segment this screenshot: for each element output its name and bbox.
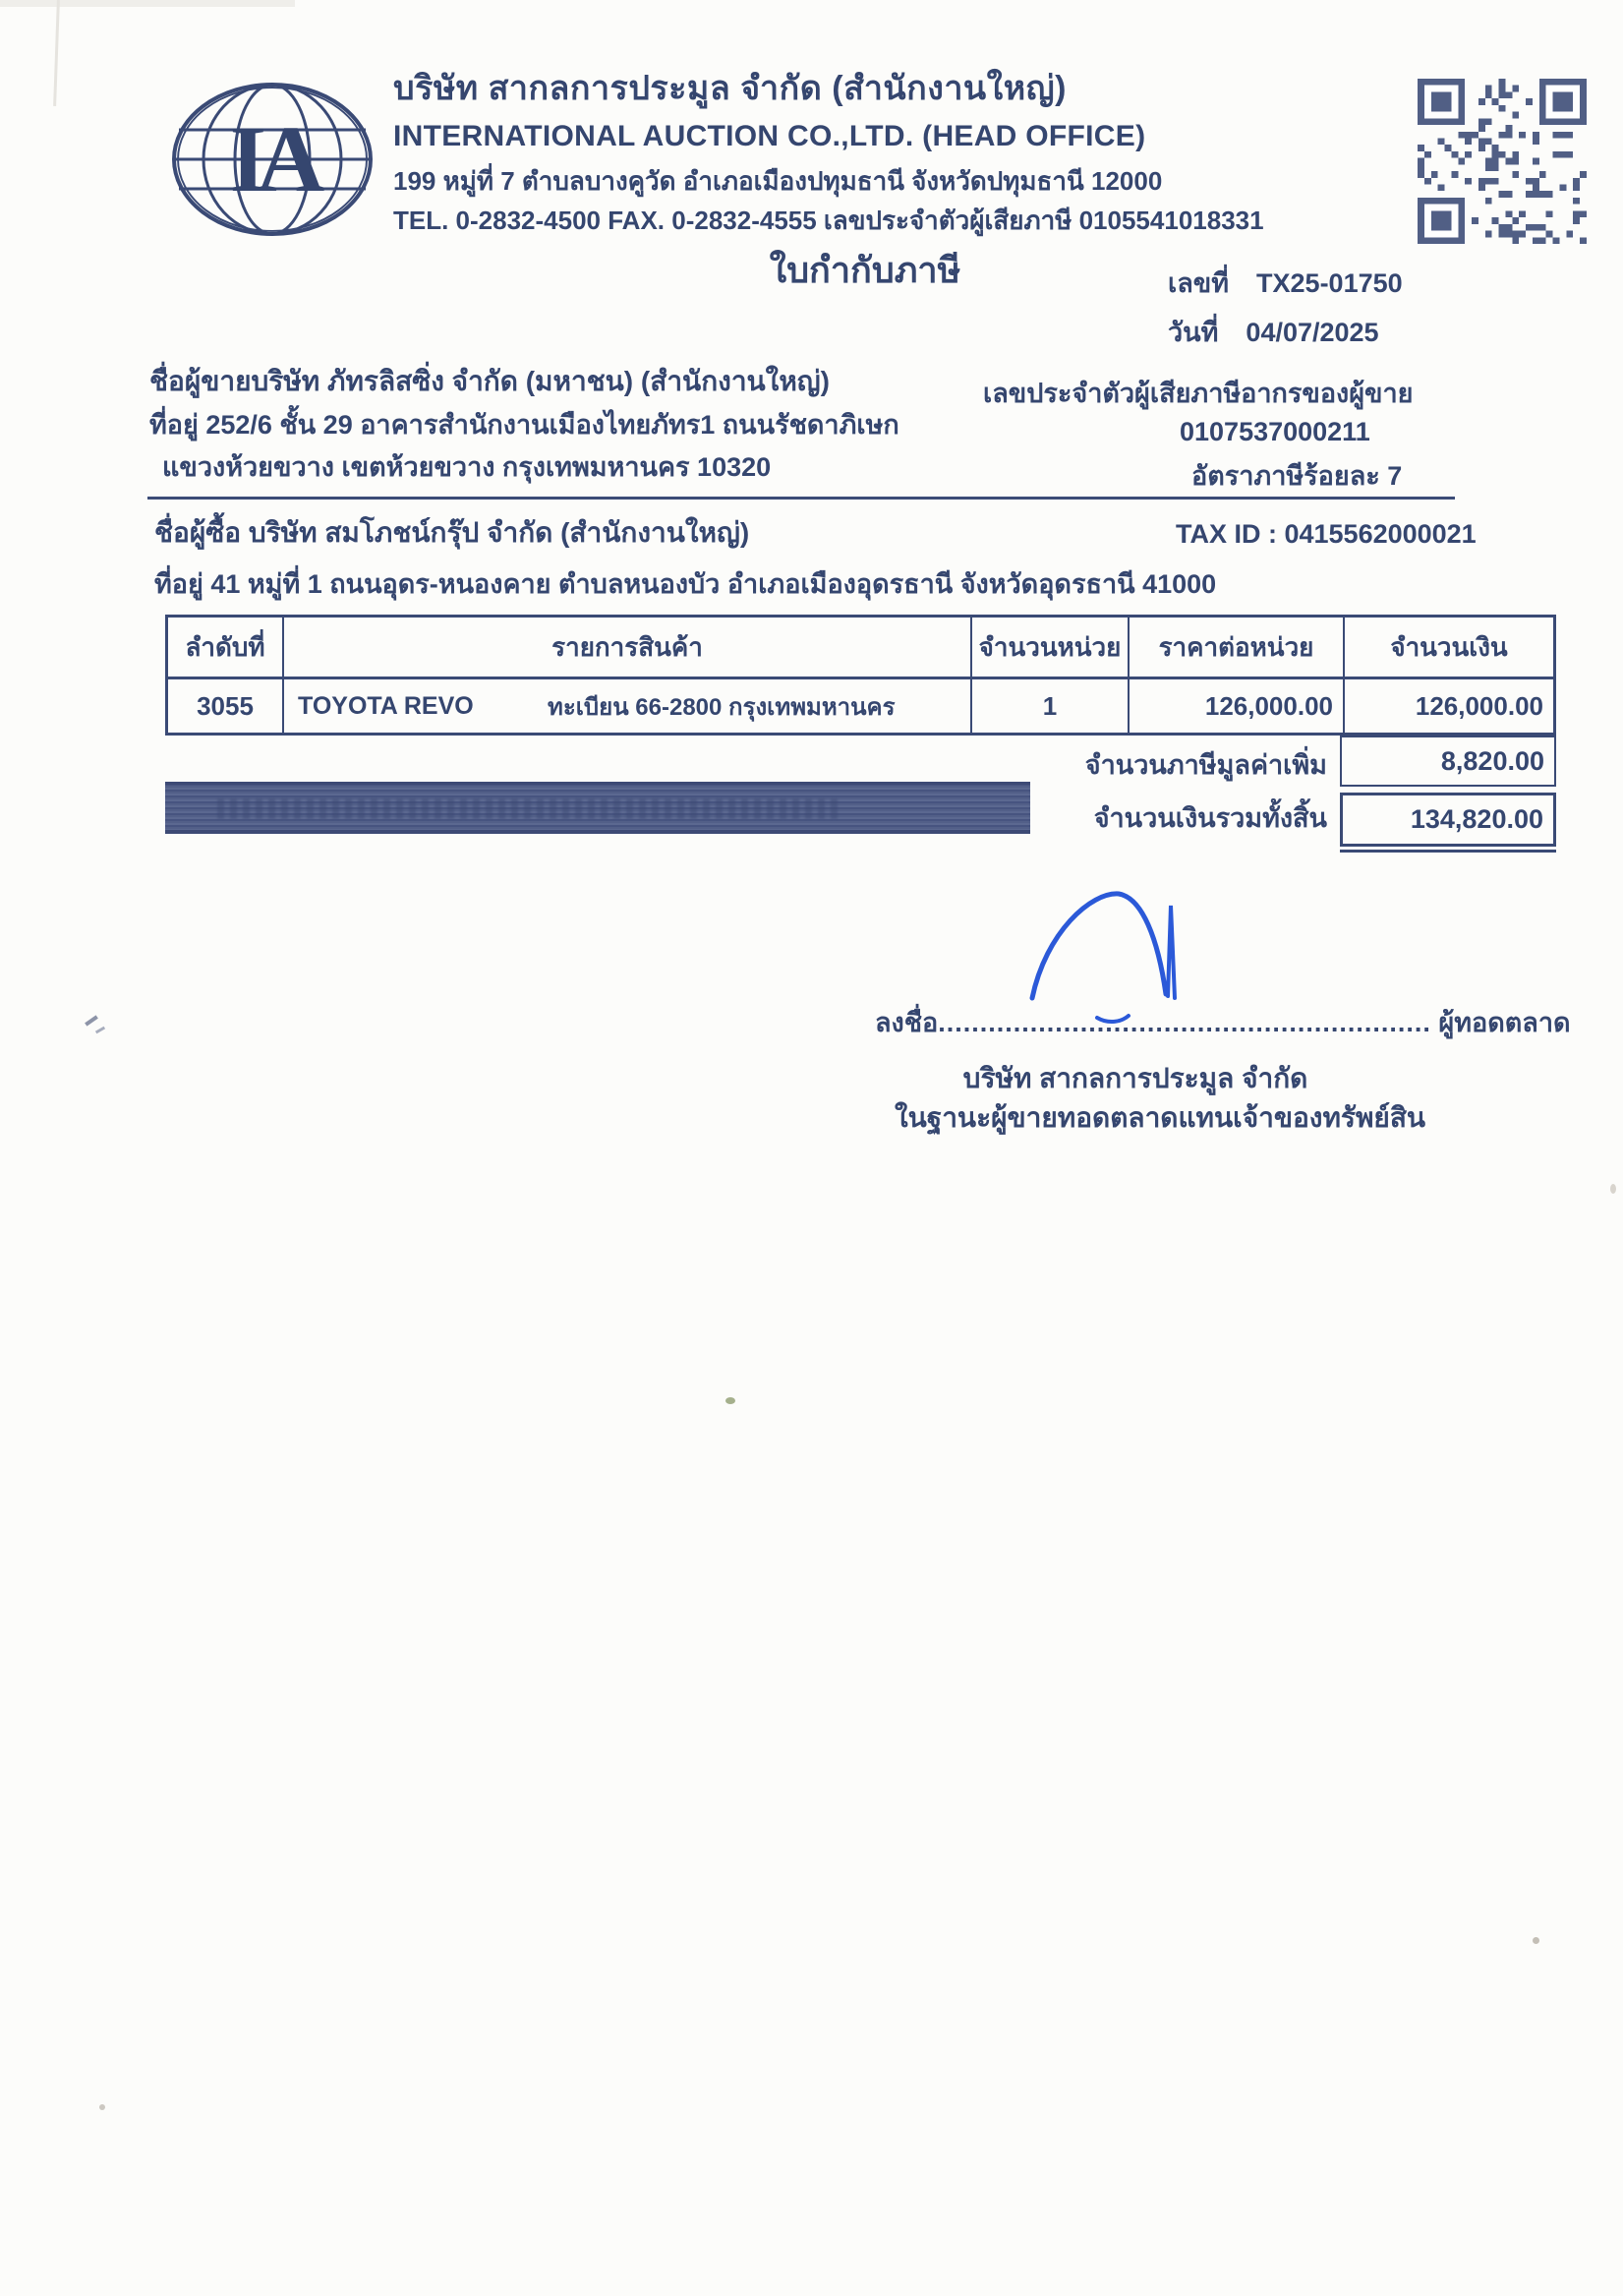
item-row-qty: 1 — [972, 679, 1130, 733]
col-header-unit-price: ราคาต่อหน่วย — [1130, 618, 1345, 679]
col-header-amount: จำนวนเงิน — [1345, 618, 1553, 679]
company-address: 199 หมู่ที่ 7 ตำบลบางคูวัด อำเภอเมืองปทุมธานี จังหวัดปทุมธานี 12000 — [393, 166, 1163, 196]
signature-capacity-line: ในฐานะผู้ขายทอดตลาดแทนเจ้าของทรัพย์สิน — [894, 1102, 1426, 1133]
company-name-th: บริษัท สากลการประมูล จำกัด (สำนักงานใหญ่) — [393, 70, 1067, 107]
section-divider-line — [147, 497, 1455, 500]
sign-line — [875, 1001, 1571, 1043]
auctioneer-role-label: ผู้ทอดตลาด — [1430, 1008, 1571, 1037]
pen-mark-artifact — [95, 1027, 105, 1034]
buyer-taxid-line: TAX ID : 0415562000021 — [1176, 519, 1477, 549]
item-row-index: 3055 — [168, 679, 284, 733]
item-description-plate: ทะเบียน 66-2800 กรุงเทพมหานคร — [548, 693, 896, 721]
amount-in-words-redacted-bar — [165, 782, 1030, 834]
sign-label: ลงชื่อ — [875, 1008, 939, 1037]
seller-vat-rate-line: อัตราภาษีร้อยละ 7 — [1191, 461, 1403, 491]
item-row-amount: 126,000.00 — [1415, 690, 1543, 721]
item-description-main: TOYOTA REVO — [298, 691, 474, 720]
pen-mark-artifact — [85, 1015, 98, 1026]
seller-address-line2: แขวงห้วยขวาง เขตห้วยขวาง กรุงเทพมหานคร 10320 — [162, 452, 772, 482]
vat-total-label: จำนวนภาษีมูลค่าเพิ่ม — [1084, 750, 1327, 780]
col-header-index: ลำดับที่ — [168, 618, 284, 679]
grand-total-label: จำนวนเงินรวมทั้งสิ้น — [1093, 803, 1327, 833]
vat-total-value-box: 8,820.00 — [1340, 736, 1556, 787]
invoice-date-line — [1168, 311, 1379, 353]
company-name-en: INTERNATIONAL AUCTION CO.,LTD. (HEAD OFFICE) — [393, 120, 1146, 152]
invoice-number-label: เลขที่ — [1168, 268, 1230, 298]
col-header-qty: จำนวนหน่วย — [972, 618, 1130, 679]
seller-taxid-label: เลขประจำตัวผู้เสียภาษีอากรของผู้ขาย — [983, 379, 1414, 408]
redacted-text-texture — [217, 798, 840, 819]
invoice-number-value: TX25-01750 — [1256, 268, 1403, 298]
document-title: ใบกำกับภาษี — [769, 250, 961, 290]
logo-letters: IA — [229, 106, 316, 211]
item-row-description — [284, 679, 972, 733]
scan-speck — [1533, 1937, 1539, 1944]
scan-speck — [725, 1397, 735, 1404]
paper-edge-artifact — [0, 0, 295, 7]
col-header-description: รายการสินค้า — [284, 618, 972, 679]
signature-dotted-line: ........................................................... — [938, 1008, 1431, 1037]
invoice-number-line — [1168, 262, 1403, 304]
signature-company-name: บริษัท สากลการประมูล จำกัด — [962, 1063, 1308, 1093]
invoice-date-label: วันที่ — [1168, 318, 1219, 347]
seller-address-line1: ที่อยู่ 252/6 ชั้น 29 อาคารสำนักงานเมืองไทยภัทร1 ถนนรัชดาภิเษก — [149, 410, 899, 440]
scan-speck — [99, 2104, 105, 2110]
scan-speck — [1610, 1184, 1616, 1194]
seller-taxid-value: 0107537000211 — [1180, 417, 1370, 446]
seller-name-line: ชื่อผู้ขายบริษัท ภัทรลิสซิ่ง จำกัด (มหาชน) (สำนักงานใหญ่) — [149, 366, 830, 396]
grand-total-value-box: 134,820.00 — [1340, 793, 1556, 847]
buyer-name-line: ชื่อผู้ซื้อ บริษัท สมโภชน์กรุ๊ป จำกัด (สำนักงานใหญ่) — [154, 517, 750, 548]
item-row-unit-price: 126,000.00 — [1130, 679, 1345, 733]
paper-crease-artifact — [53, 0, 60, 106]
invoice-date-value: 04/07/2025 — [1246, 318, 1379, 347]
company-contact-line: TEL. 0-2832-4500 FAX. 0-2832-4555 เลขประจำตัวผู้เสียภาษี 0105541018331 — [393, 206, 1264, 235]
buyer-address-line: ที่อยู่ 41 หมู่ที่ 1 ถนนอุดร-หนองคาย ตำบลหนองบัว อำเภอเมืองอุดรธานี จังหวัดอุดรธานี 41000 — [154, 569, 1217, 599]
qr-code — [1418, 79, 1587, 244]
company-globe-logo-icon — [169, 81, 376, 238]
items-table — [165, 615, 1556, 736]
